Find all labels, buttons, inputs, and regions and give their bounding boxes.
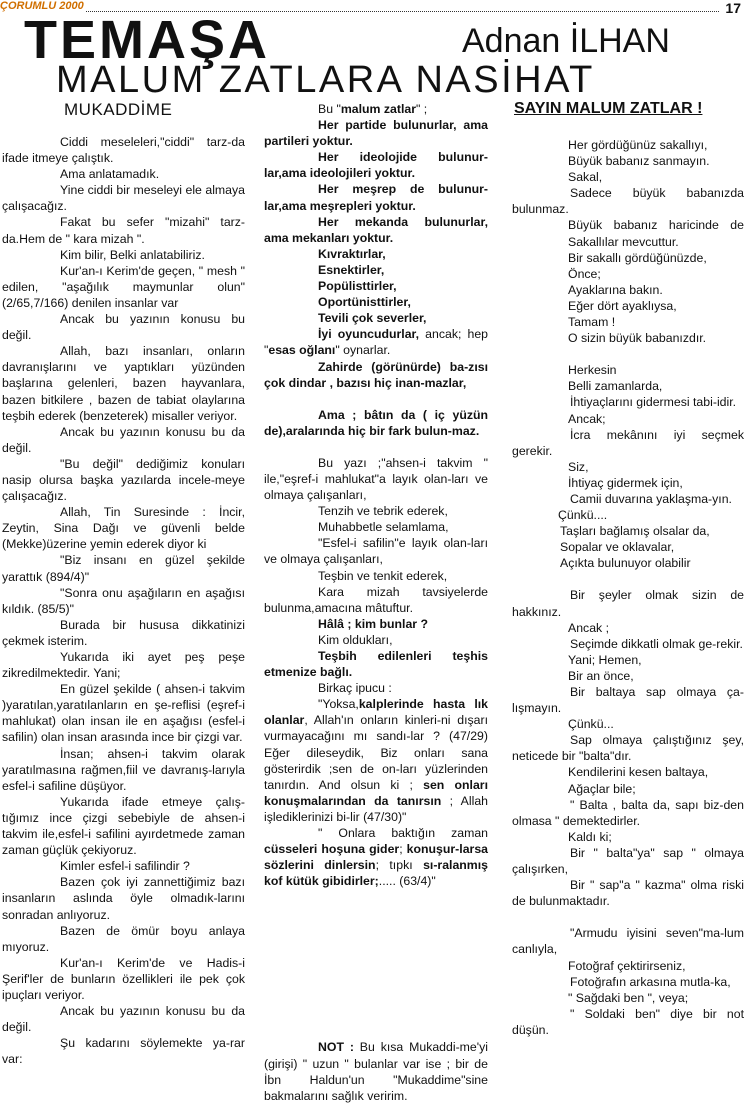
text-run: , Allah'ın onların kinleri-ni dışarı vurmayacağını mı sandı-lar ? (47/29) Eğer dileseydik, Biz onları sana gösterirdik ;sen de on-ları yüzlerinden tanırdın. And olsun ki ; [264,713,488,792]
col2-teshbih: Teşbih edilenleri teşhis etmenize bağlı. [264,649,488,680]
col3-line: Büyük babanız haricinde de Sakallılar mevcuttur. [568,218,744,249]
col3-line: " Soldaki ben" diye bir not düşün. [512,1006,744,1037]
col3-line: Bir baltaya sap olmaya ça-lışmayın. [512,685,744,716]
col3-line: Belli zamanlarda, [568,379,663,394]
spacer [264,391,488,407]
col2-para: Bu yazı ;"ahsen-i takvim " ile,"eşref-i mahlukat"a layık olan-ları ve olmaya çalışanları, [264,455,488,503]
col2-trait: Esnektirler, [318,262,385,277]
right-column-heading: SAYIN MALUM ZATLAR ! [514,100,703,117]
col3-line: Sakal, [568,170,603,185]
text-run-bold: konuşur-larsa sözlerini dinlersin [264,842,488,873]
col3-line: Ayaklarına bakın. [568,282,663,297]
col1-paragraph: En güzel şekilde ( ahsen-i takvim )yaratılan,yaratılanların en şe-reflisi (eşref-i mahlukat) olan insan ile en aşağısı (esfel-i safilin) olan insan arasında ince bir çizgi var. [2,682,245,745]
col3-line: Her gördüğünüz sakallıyı, [568,138,708,152]
col3-line: Taşları bağlamış olsalar da, [560,524,710,539]
text-run-bold: malum zatlar [340,102,417,116]
page-number: 17 [725,0,741,16]
col2-quote-2 [264,825,488,889]
col3-line: Çünkü... [568,717,614,732]
col3-line: İhtiyaç gidermek için, [568,475,683,490]
col2-para: "Esfel-i safilin"e layık olan-ları ve olmaya çalışanları, [264,536,488,567]
col2-para: Kara mizah tavsiyelerde bulunma,amacına mâtuftur. [264,584,488,615]
text-run: Bu kısa Mukaddi-me'yi (girişi) " uzun " bulanlar var ise ; bir de İbn Haldun'un "Mukaddime"sine bakmalarını sağlık veririm. [264,1040,488,1103]
col1-paragraph: "Sonra onu aşağıların en aşağısı kıldık. (85/5)" [2,585,245,616]
col3-line: Kendilerini kesen baltaya, [568,765,709,780]
text-run-bold: İyi oyuncudurlar, [318,327,420,342]
text-run: ; [399,842,407,857]
col3-line: Yani; Hemen, [568,652,642,667]
column-right [512,137,744,1038]
col3-line: Bir sakallı gördüğünüzde, [568,250,707,265]
col2-trait: Popülisttirler, [318,279,397,294]
text-run: ancak; hep " [264,327,488,358]
spacer [512,571,744,587]
text-run: ..... (63/4)" [378,874,436,889]
col3-line: Bir an önce, [568,668,634,683]
col1-paragraph: Burada bir hususa dikkatinizi çekmek isterim. [2,617,245,648]
col1-paragraph: Allah, bazı insanları, onların davranışlarını ve yaptıkları yüzünden başlarına gelenleri, bazen hayvanlara, bazen bitkilere , bazen de tabiat olaylarına teşbih ederek (benzeterek) misaller veriyor. [2,344,245,423]
col3-line: "Armudu iyisini seven"ma-lum canlıyla, [512,926,744,957]
col1-paragraph: Kim bilir, Belki anlatabiliriz. [60,247,205,262]
text-run-bold: kalplerinde hasta lık olanlar [264,697,488,728]
col2-inward: Ama ; bâtın da ( iç yüzün de),aralarında hiç bir fark bulun-maz. [264,407,488,438]
col3-line: Eğer dört ayaklıysa, [568,298,677,313]
text-run: "Yoksa, [318,697,359,712]
article-headline: MALUM ZATLARA NASİHAT [56,59,595,101]
col3-line: Ancak ; [568,620,610,635]
col3-line: İhtiyaçlarını gidermesi tabi-idir. [570,395,737,410]
col1-paragraph: Ciddi meseleleri,"ciddi" tarz-da ifade itmeye çalıştık. [2,135,245,166]
text-run-bold: NOT : [318,1040,354,1055]
col2-hints: Birkaç ipucu : [318,681,392,696]
col3-line: Bir " balta"ya" sap " olmaya çalışırken, [512,845,744,877]
col2-quote-1 [264,696,488,825]
col3-line: Tamam ! [568,315,616,330]
col1-paragraph: "Bu değil" dediğimiz konuları nasip olursa başka yazılarda incele-meye çalışacağız. [2,456,245,504]
col3-line: Kaldı ki; [568,829,612,844]
spacer [264,439,488,455]
col3-line: Seçimde dikkatli olmak ge-rekir. [570,636,743,651]
col2-bold-line: Her meşrep de bulunur-lar,ama meşrepleri yoktur. [264,182,488,213]
col2-question: Hâlâ ; kim bunlar ? [318,616,429,631]
column-left [2,134,245,1067]
col3-line: Bir şeyler olmak sizin de hakkınız. [512,588,744,619]
col2-bold-line: Her ideolojide bulunur-lar,ama ideolojileri yoktur. [264,150,488,181]
col3-line: Siz, [568,459,589,474]
col3-line: Sopalar ve oklavalar, [560,540,675,555]
col3-line: Herkesin [568,363,617,378]
column-middle [264,101,488,1104]
col3-line: Fotoğrafın arkasına mutla-ka, [570,974,731,989]
col1-paragraph: Şu kadarını söylemekte ya-rar var: [2,1036,245,1067]
col2-trait: Kıvraktırlar, [318,246,386,261]
col2-actor [264,326,488,358]
spacer [512,346,744,362]
text-run: " oynarlar. [335,343,391,358]
col3-line: O sizin büyük babanızdır. [568,331,707,346]
col3-line: Ağaçlar bile; [568,781,636,796]
col1-paragraph: Ancak bu yazının konusu bu da değil. [2,1004,245,1035]
text-run-bold: sı-ralanmış kof kütük gibidirler; [264,858,488,889]
col3-line: Ancak; [568,411,606,426]
col1-paragraph: Kimler esfel-i safilindir ? [60,859,190,874]
spacer [512,909,744,925]
col2-trait: Oportünisttirler, [318,295,411,310]
col3-line: Camii duvarına yaklaşma-yın. [570,491,732,506]
col1-paragraph: Yukarıda iki ayet peş peşe zikredilmektedir. Yani; [2,650,245,681]
section-title: TEMAŞA [24,10,270,70]
col3-line: " Balta , balta da, sapı biz-den olmasa " demektedirler. [512,797,744,828]
text-run-bold: cüsseleri hoşuna gider [264,842,400,857]
col1-paragraph: Ancak bu yazının konusu bu da değil. [2,424,245,455]
col1-paragraph: Bazen de ömür boyu anlaya mıyoruz. [2,923,245,954]
author-name: Adnan İLHAN [462,22,670,60]
spacer [264,889,488,1039]
col1-paragraph: "Biz insanı en güzel şekilde yarattık (894/4)" [2,553,245,584]
col2-para: Teşbin ve tenkit ederek, [318,568,448,583]
col3-line: " Sağdaki ben ", veya; [568,990,689,1005]
col2-note [264,1039,488,1103]
article-subhead: MUKADDİME [64,100,173,119]
col1-paragraph: Yine ciddi bir meseleyi ele almaya çalışacağız. [2,183,245,214]
text-run: Bu " [318,102,341,116]
col3-line: Sadece büyük babanızda bulunmaz. [512,186,744,217]
col1-paragraph: Ancak bu yazının konusu bu değil. [2,312,245,343]
col1-paragraph: Ama anlatamadık. [60,167,160,182]
col3-line: Önce; [568,266,601,281]
col1-paragraph: Bazen çok iyi zannettiğimiz bazı insanların aslında öyle olmadık-larını sonradan anlıyoruz. [2,875,245,922]
col2-answer: Kim oldukları, [318,632,393,647]
col3-line: Fotoğraf çektirirseniz, [568,958,686,973]
col2-para: Tenzih ve tebrik ederek, [318,504,448,519]
col1-paragraph: Allah, Tin Suresinde : İncir, Zeytin, Sina Dağı ve güvenli belde (Mekke)üzerine yemin ederek diyor ki [2,505,245,552]
col2-trait: Tevili çok severler, [318,311,427,326]
col3-line: Sap olmaya çalıştığınız şey, neticede bir "balta"dır. [512,733,744,764]
magazine-brand: ÇORUMLU 2000 [0,0,84,12]
text-run: " Onlara baktığın zaman [318,826,488,841]
text-run: ; tıpkı [375,858,424,873]
col3-line: Büyük babanız sanmayın. [568,154,710,169]
col3-line: İcra mekânını iyi seçmek gerekir. [512,427,744,458]
col3-line: Açıkta bulunuyor olabilir [560,556,691,571]
col1-paragraph: Kur'an-ı Kerim'de geçen, " mesh " edilen, "aşağılık maymunlar olun"(2/65,7/166) denilen insanlar var [2,263,245,310]
col1-paragraph: Yukarıda ifade etmeye çalış-tığımız ince çizgi sebebiyle de ahsen-i takvim ile,esfel-i safilini ayırdetmede zaman zaman güçlük çekiyoruz. [2,794,245,858]
col3-line: Çünkü.... [558,508,608,523]
col2-bold-line: Her mekanda bulunurlar, ama mekanları yoktur. [264,214,488,245]
col1-paragraph: Fakat bu sefer "mizahi" tarz-da.Hem de " kara mizah ". [2,215,245,246]
col3-line: Bir " sap"a " kazma" olma riski de bulunmaktadır. [512,878,744,909]
col1-paragraph: Kur'an-ı Kerim'de ve Hadis-i Şerif'ler de bunların özellikleri ile pek çok ipuçları veriyor. [2,955,245,1002]
text-run-bold: sen onları konuşmalarından da tanırsın [264,777,488,808]
col2-lead [264,101,488,117]
text-run: ; Allah işlediklerinizi bi-lir (47/30)" [264,793,488,824]
col1-paragraph: İnsan; ahsen-i takvim olarak yaratılmasına rağmen,fiil ve davranış-larıyla esfel-i safiline düşüyor. [2,746,245,793]
col2-bold-line: Her partide bulunurlar, ama partileri yoktur. [264,118,488,149]
col2-para: Muhabbetle selamlama, [318,520,449,535]
col2-outward: Zahirde (görünürde) ba-zısı çok dindar , bazısı hiç inan-mazlar, [264,359,488,390]
text-run-bold: esas oğlanı [268,343,336,358]
text-run: " ; [416,102,428,116]
